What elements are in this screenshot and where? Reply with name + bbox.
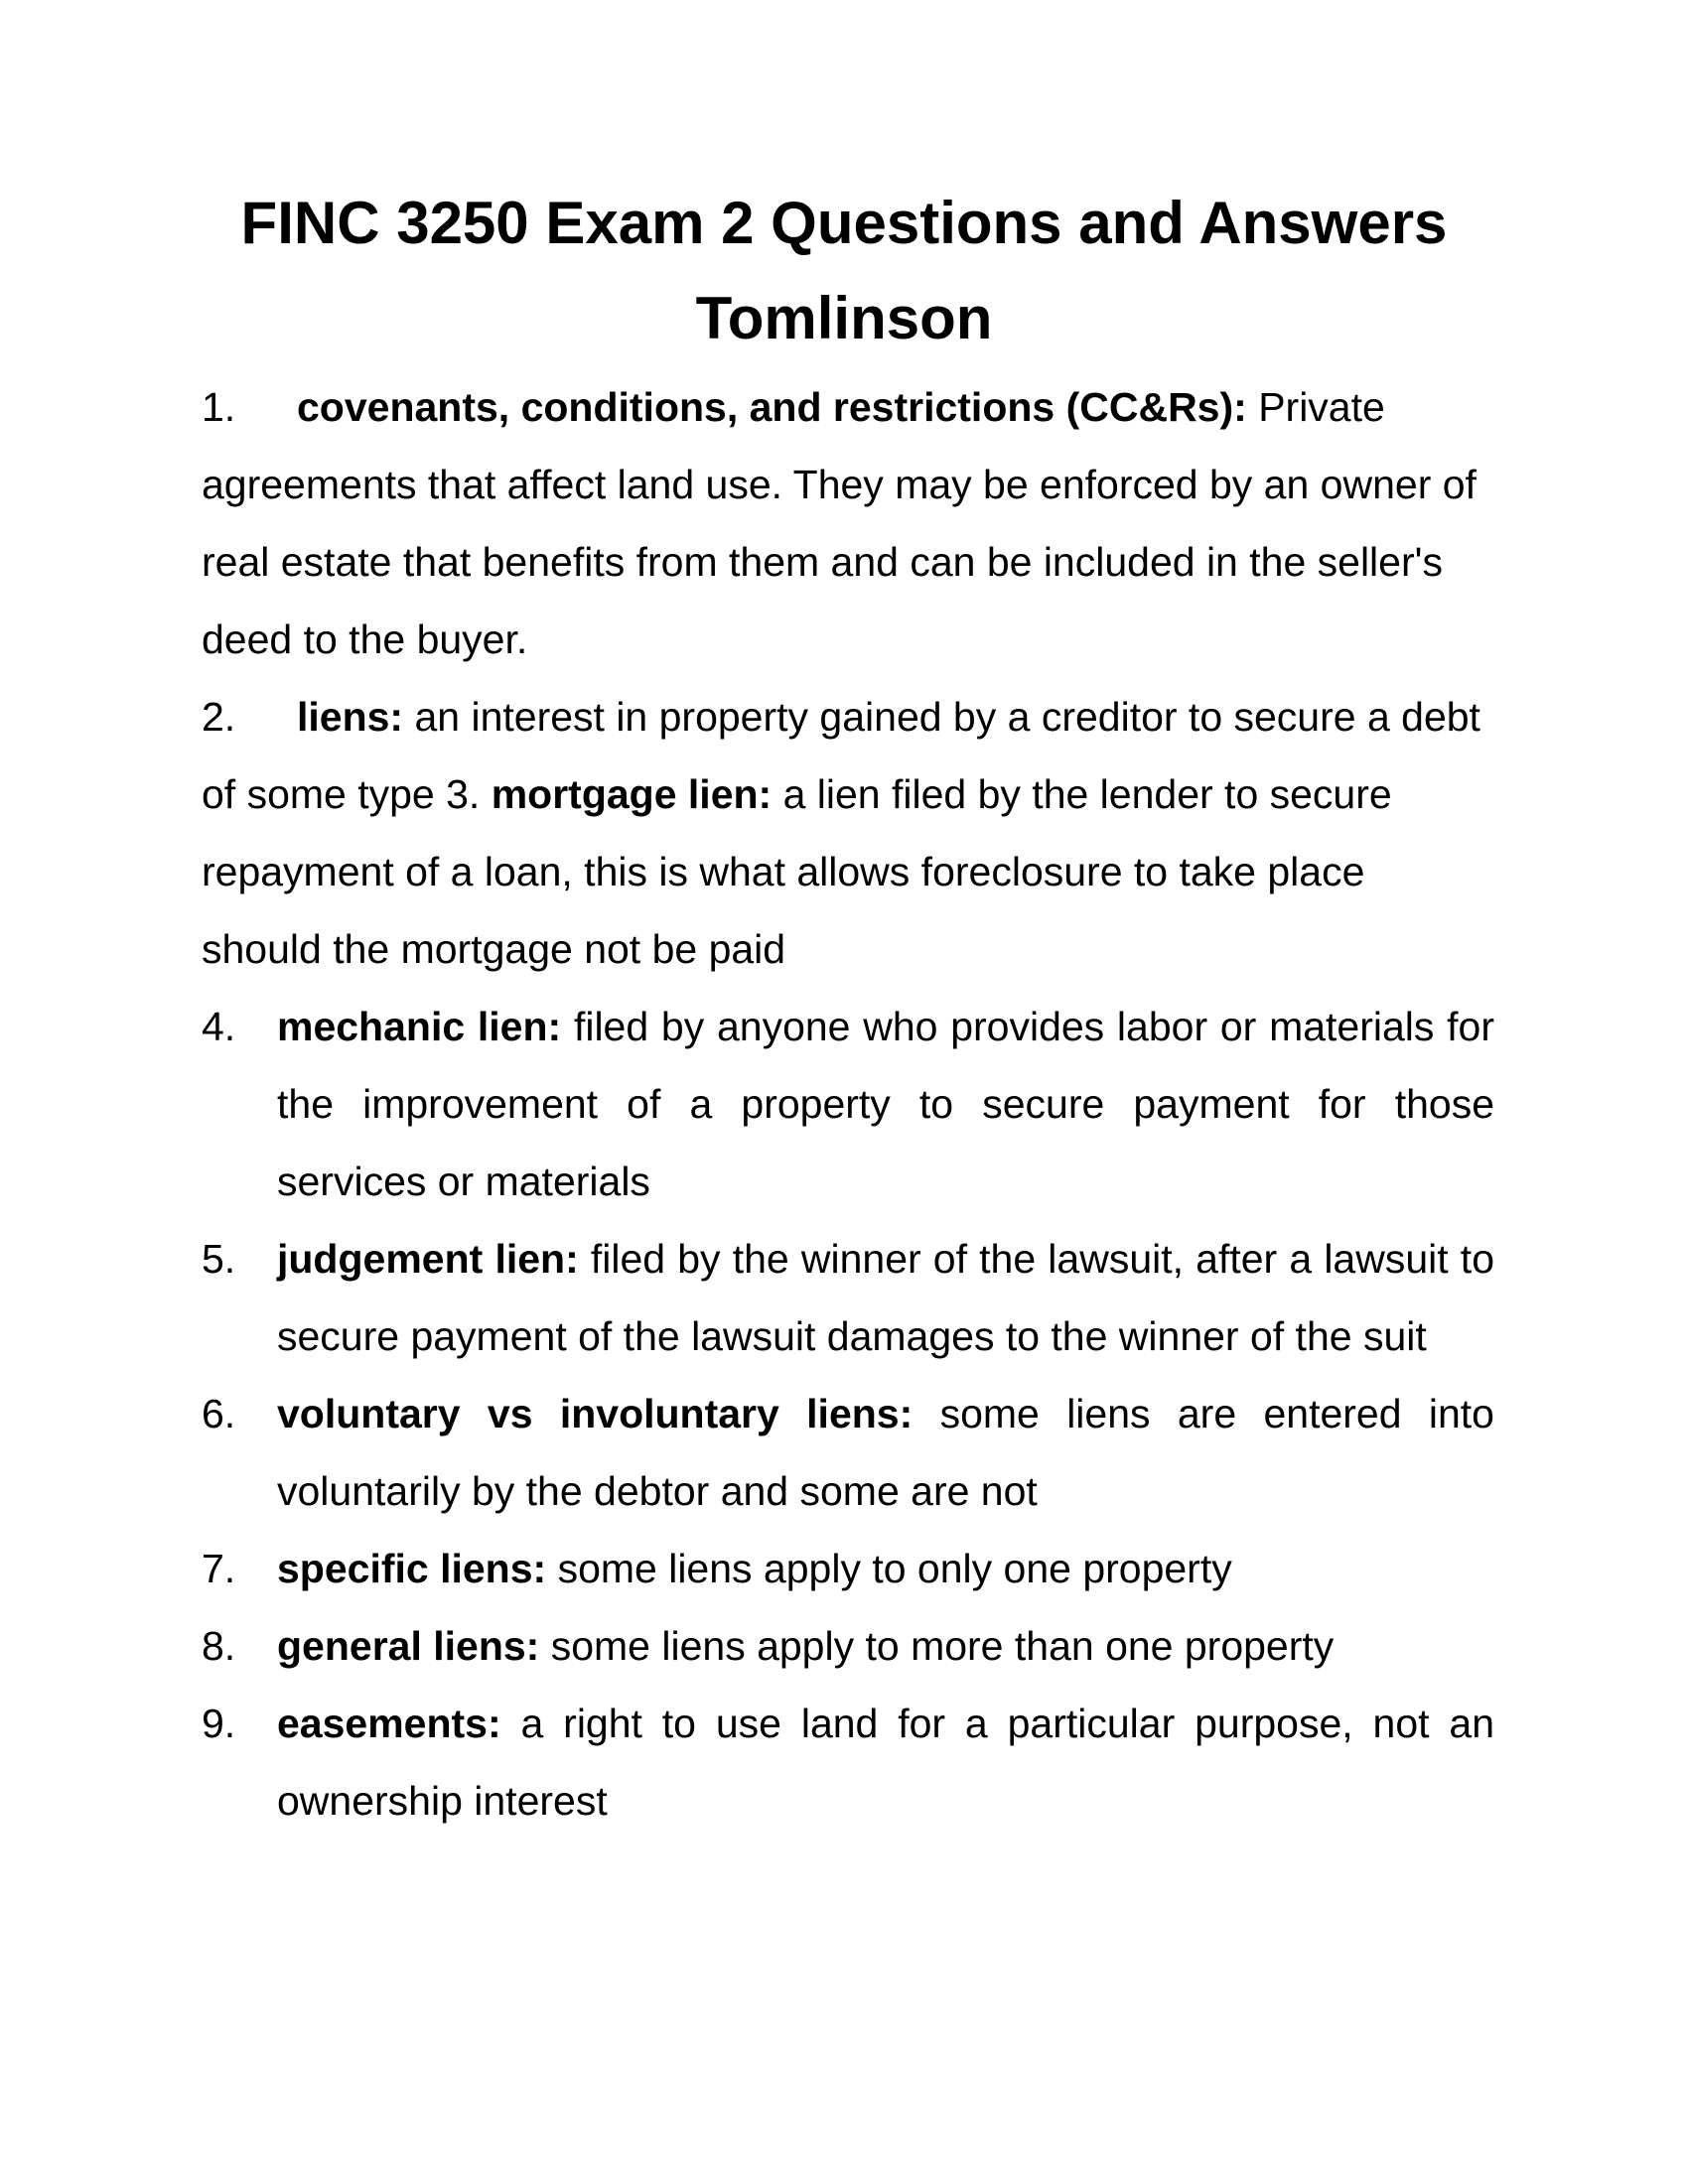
item-term: liens: <box>297 694 404 740</box>
item-term: mortgage lien: <box>491 771 773 817</box>
list-item <box>202 1220 1494 1375</box>
list-item <box>202 1685 1494 1840</box>
item-definition: Private agreements that affect land use. They may be enforced by an owner of real estate that benefits from them and can be included in the seller's deed to the buyer. <box>202 384 1477 662</box>
item-number: 4. <box>202 1004 236 1049</box>
item-term: judgement lien: <box>277 1236 579 1282</box>
item-term: voluntary vs involuntary liens: <box>277 1391 914 1436</box>
item-number: 1. <box>202 384 236 430</box>
title-line-1: FINC 3250 Exam 2 Questions and Answers <box>240 190 1448 256</box>
item-number: 9. <box>202 1701 236 1746</box>
list-item <box>202 368 1494 678</box>
list-item <box>202 988 1494 1220</box>
list-item <box>202 1375 1494 1530</box>
document-body <box>202 368 1494 1840</box>
item-term: easements: <box>277 1701 501 1746</box>
item-term: specific liens: <box>277 1546 547 1591</box>
item-number: 6. <box>202 1391 236 1436</box>
list-item <box>202 1530 1494 1607</box>
item-term: general liens: <box>277 1623 540 1669</box>
item-number: 7. <box>202 1546 236 1591</box>
item-definition: filed by anyone who provides labor or materials for the improvement of a property to secure payment for those services or materials <box>277 1004 1494 1204</box>
list-item <box>202 678 1494 988</box>
document-title <box>0 0 1688 366</box>
list-item <box>202 1607 1494 1685</box>
item-term: covenants, conditions, and restrictions (CC&Rs): <box>297 384 1247 430</box>
item-number: 8. <box>202 1623 236 1669</box>
item-number: 5. <box>202 1236 236 1282</box>
item-definition: an interest in property gained by a creditor to secure a debt of some type 3. <box>202 694 1480 817</box>
item-definition: a lien filed by the lender to secure repayment of a loan, this is what allows foreclosure to take place should the mortgage not be paid <box>202 771 1392 972</box>
item-definition: filed by the winner of the lawsuit, after a lawsuit to secure payment of the lawsuit damages to the winner of the suit <box>277 1236 1494 1359</box>
item-number: 2. <box>202 694 236 740</box>
item-definition: some liens are entered into voluntarily by the debtor and some are not <box>277 1391 1494 1514</box>
item-definition: some liens apply to more than one property <box>539 1623 1335 1669</box>
item-definition: some liens apply to only one property <box>546 1546 1232 1591</box>
item-term: mechanic lien: <box>277 1004 562 1049</box>
item-definition: a right to use land for a particular purpose, not an ownership interest <box>277 1701 1494 1824</box>
title-line-2: Tomlinson <box>695 285 993 351</box>
